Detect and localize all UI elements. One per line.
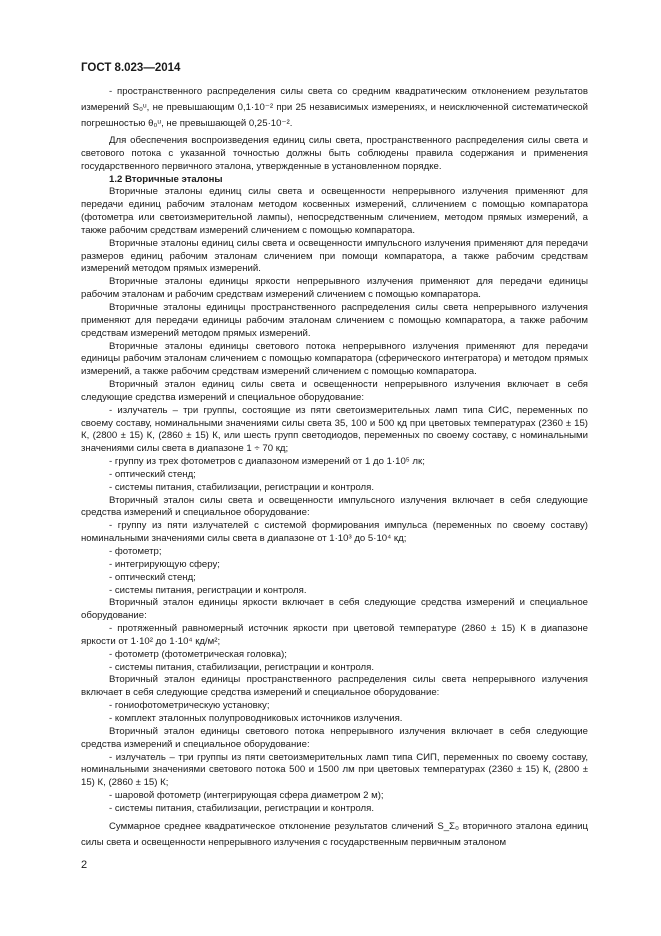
etalon5-list [81,752,588,816]
document-body [81,84,588,851]
list-item: - протяженный равномерный источник яркости при цветовой температуре (2860 ± 15) К в диапазоне яркости от 1·10² до 1·10⁴ кд/м²; [81,623,588,647]
paragraph-4: Вторичные эталоны единицы пространственного распределения силы света непрерывного излучения применяют для передачи единицы рабочим эталонам сличением с помощью компаратора, а также рабочим средствам измерений методом прямых измерений. [81,301,588,339]
list-item: - системы питания, регистрации и контроля. [109,584,307,596]
list-item: - группу из пяти излучателей с системой формирования импульса (переменных по своему составу) номинальными значениями силы света в диапазоне от 1·10³ до 5·10⁴ кд; [81,520,588,545]
list-item: - оптический стенд; [109,468,196,480]
page-number: 2 [81,859,88,871]
paragraph-3: Вторичные эталоны единицы яркости непрерывного излучения применяют для передачи единицы рабочим эталонам и рабочим средствам измерений сличением с помощью компаратора. [81,276,588,301]
etalon3-lead: Вторичный эталон единицы яркости включает в себя следующие средства измерений и специальное оборудование: [81,597,588,622]
list-item: - системы питания, стабилизации, регистрации и контроля. [109,661,375,673]
list-item: - интегрирующую сферу; [109,558,220,570]
etalon1-lead: Вторичный эталон единиц силы света и освещенности непрерывного излучения включает в себя следующие средства измерений и специальное оборудование: [81,379,588,403]
paragraph-2: Вторичные эталоны единиц силы света и освещенности импульсного излучения применяют для передачи размеров единиц рабочим эталонам сличением при помощи компаратора, а также рабочим средствам измерений методом прямых измерений. [81,237,588,275]
list-item: - группу из трех фотометров с диапазоном измерений от 1 до 1·10⁵ лк; [109,456,425,468]
list-item: - фотометр (фотометрическая головка); [109,648,287,660]
etalon2-list [81,520,588,597]
closing-paragraph: Суммарное среднее квадратическое отклонение результатов сличений S_Σ₀ вторичного эталона единиц силы света и освещенности непрерывного излучения с государственным первичным эталоном [81,820,588,848]
paragraph-1: Вторичные эталоны единиц силы света и освещенности непрерывного излучения применяют для передачи единиц рабочим эталонам методом косвенных измерений, слличением с помощью компаратора (фотометра или светоизмерительной лампы), непосредственным сличением, методом прямых измерений, а также рабочим средствам измерений сличением с помощью компаратора. [81,186,588,236]
list-item: - излучатель – три группы, состоящие из пяти светоизмерительных ламп типа СИС, переменных по своему составу, номинальными значениями силы света 35, 100 и 500 кд при цветовых температурах (2360 ± 15) К, (2800 ± 15) К, (2860 ± 15) К, или шесть групп светодиодов, переменных по своему составу, с номинальными значениями силы света в диапазоне 1 ÷ 70 кд; [81,404,588,455]
etalon2-lead: Вторичный эталон силы света и освещенности импульсного излучения включает в себя следующие средства измерений и специальное оборудование: [81,494,588,519]
paragraph-5: Вторичные эталоны единицы светового потока непрерывного излучения применяют для передачи единицы рабочим эталонам сличением с помощью компаратора (сферического интегратора) и методом прямых измерений, а также рабочим средствам измерений сличением с помощью компаратора. [81,340,588,378]
etalon3-list [81,623,588,674]
list-item: - шаровой фотометр (интегрирующая сфера диаметром 2 м); [109,790,384,802]
list-item: - излучатель – три группы из пяти светоизмерительных ламп типа СИП, переменных по своему составу, номинальными значениями светового потока 500 и 1500 лм при цветовых температурах (2360 ± 15) К, (2800 ± 15) К, (2860 ± 15) К; [81,751,588,789]
document-header: ГОСТ 8.023—2014 [81,62,181,74]
list-item: - системы питания, стабилизации, регистрации и контроля. [109,802,375,814]
intro-paragraph-2: Для обеспечения воспроизведения единиц силы света, пространственного распределения силы света и светового потока с указанной точностью должны быть соблюдены правила содержания и применения государственного первичного эталона, утвержденные в установленном порядке. [81,135,588,172]
etalon1-list [81,405,588,495]
etalon5-lead: Вторичный эталон единицы светового потока непрерывного излучения включает в себя следующие средства измерений и специальное оборудование: [81,725,588,750]
etalon4-lead: Вторичный эталон единицы пространственного распределения силы света непрерывного излучения включает в себя следующие средства измерений и специальное оборудование: [81,674,588,699]
list-item: - комплект эталонных полупроводниковых источников излучения. [109,712,403,724]
intro-paragraph-1: - пространственного распределения силы света со средним квадратическим отклонением результатов измерений S₀ᵘ, не превышающим 0,1·10⁻² при 25 независимых измерениях, и неисключенной систематической погрешностью θ₀ᵘ, не превышающей 0,25·10⁻². [81,86,588,129]
list-item: - системы питания, стабилизации, регистрации и контроля. [109,481,375,493]
list-item: - фотометр; [109,546,162,557]
etalon4-list [81,700,588,726]
list-item: - оптический стенд; [109,571,196,583]
section-title: 1.2 Вторичные эталоны [109,173,223,185]
list-item: - гониофотометрическую установку; [109,700,270,712]
